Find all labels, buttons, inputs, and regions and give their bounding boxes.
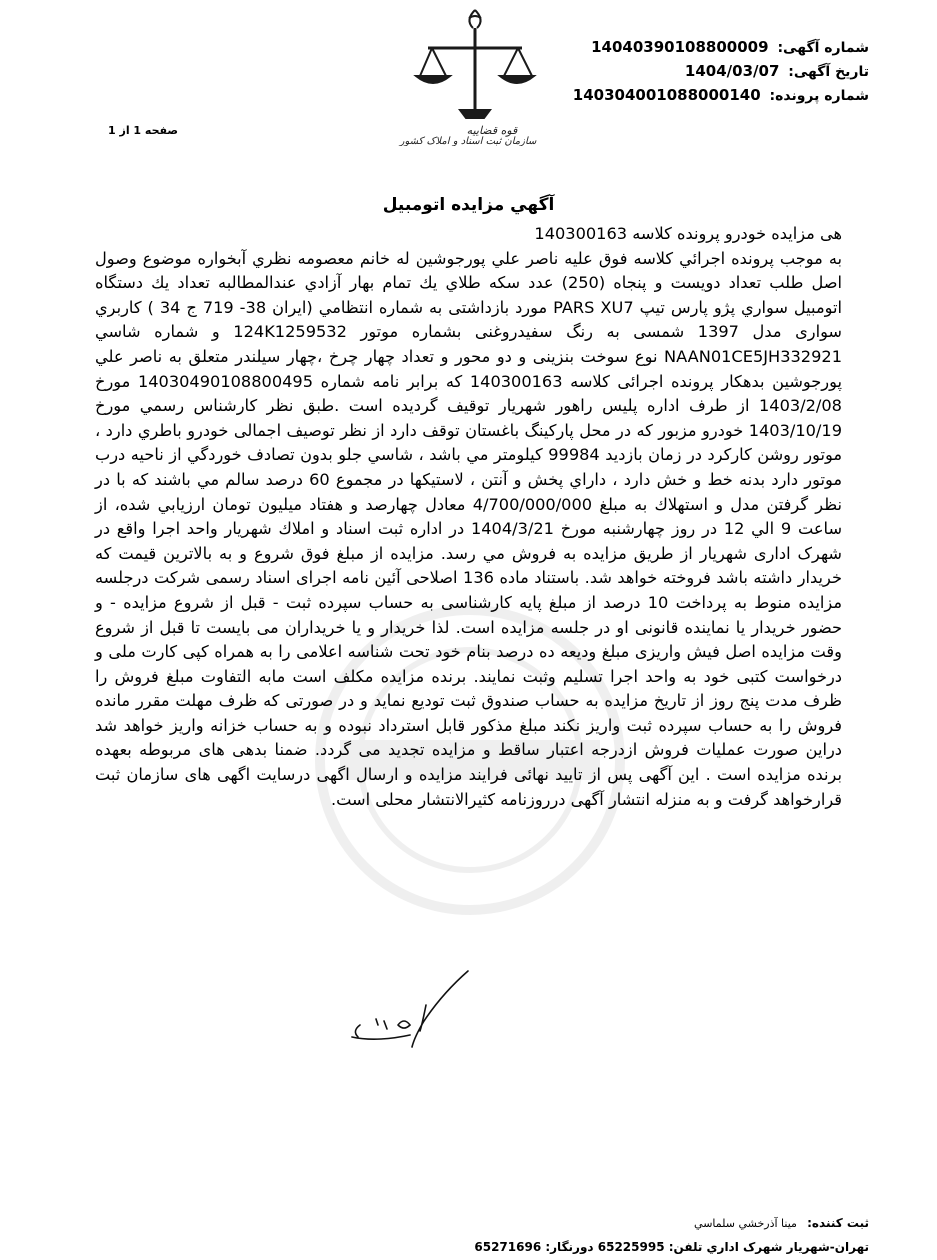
page-count: صفحه 1 از 1 (108, 124, 179, 137)
body-subject-line: هی مزایده خودرو پرونده کلاسه 140300163 (534, 224, 842, 243)
registrar-name: مینا آذرخشي سلماسي (694, 1217, 797, 1230)
announcement-body (95, 222, 842, 812)
registrar-label: ثبت کننده: (807, 1216, 869, 1230)
case-number-row (573, 86, 869, 104)
document-title: آگهي مزايده اتومبيل (382, 195, 555, 215)
ad-number-label: شماره آگهی: (777, 40, 869, 56)
footer-address: تهران-شهریار شهرک اداري تلفن: 65225995 دورنگار: 65271696 (474, 1240, 869, 1254)
registrar-row (694, 1216, 869, 1230)
ad-number: 14040390108800009 (591, 38, 769, 56)
ad-date: 1404/03/07 (684, 62, 780, 80)
judiciary-scales-emblem-icon (390, 6, 560, 146)
body-paragraph: به موجب پرونده اجرائي كلاسه فوق عليه ناصر علي پورجوشين له خانم معصومه نظري آبخواره موضوع وصول اصل طلب تعداد دويست و پنجاه (250) عدد سكه طلاي يك تمام بهار آزادي عندالمطالبه تعداد يك دستگاه اتومبيل سواري پژو پارس تيپ PARS XU7 مورد بازداشتی به شماره انتظامي (ايران 38- 719 ج 34 ) كاربري سواری مدل 1397 شمسی به رنگ سفيدروغنی بشماره موتور 124K1259532 و شماره شاسي NAAN01CE5JH332921 نوع سوخت بنزينی و دو محور و تعداد چهار چرخ ،چهار سيلندر متعلق به ناصر علي پورجوشين بدهكار پرونده اجرائی كلاسه 140300163 كه برابر نامه شماره 14030490108800495 مورخ 1403/2/08 از طرف اداره پليس راهور شهريار توقيف گرديده است .طبق نظر كارشناس رسمي مورخ 1403/10/19 خودرو مزبور كه در محل پاركينگ باغستان توقف دارد از نظر توصيف اجمالی خودرو باطري دارد ، موتور روشن كاركرد در زمان بازديد 99984 كيلومتر مي باشد ، شاسي جلو بدون تصادف خوردگي از ناحيه درب موتور دارد بدنه خط و خش دارد ، داراي پخش و آنتن ، لاستيكها در مجموع 60 درصد سالم مي باشند كه با در نظر گرفتن مدل و استهلاك به مبلغ 4/700/000/000 معادل چهارصد و هفتاد ميليون تومان ارزيابي شده، از ساعت 9 الي 12 در روز چهارشنبه مورخ 1404/3/21 در اداره ثبت اسناد و املاك شهريار واحد اجرا واقع در شهرک اداری شهريار از طريق مزايده به فروش مي رسد. مزايده از مبلغ فوق شروع و به بالاترين قيمت كه خريدار داشته باشد فروخته خواهد شد. باستناد ماده 136 اصلاحی آئين نامه اجرای اسناد رسمی شركت درجلسه مزايده منوط به پرداخت 10 درصد از مبلغ پايه كارشناسی به حساب سپرده ثبت - قبل از شروع مزايده - و حضور خريدار يا نماينده قانونی او در جلسه مزايده است. لذا خريدار و يا خريداران می بايست تا قبل از شروع وقت مزايده اصل فيش واريزی مبلغ وديعه ده درصد بنام خود تحت شناسه اعلامی را به همراه كپی كارت ملی و درخواست كتبی خود به واحد اجرا تسليم وثبت نمايند. برنده مزايده مكلف است مابه التفاوت مبلغ فروش را ظرف مدت پنج روز از تاريخ مزايده به حساب صندوق ثبت توديع نمايد و در صورتی كه ظرف مهلت مقرر مانده فروش را به حساب سپرده ثبت واريز نكند مبلغ مذكور قابل استرداد نبوده و به حساب خزانه واريز خواهد شد دراين صورت عمليات فروش ازدرجه اعتبار ساقط و مزايده تجديد می گردد. ضمنا بدهی های مربوطه بعهده برنده مزايده است . اين آگهی پس از تاييد نهائی فرايند مزايده و ارسال اگهی درسايت اگهی های سازمان ثبت قرارخواهد گرفت و به منزله انتشار آگهی درروزنامه كثيرالانتشار محلی است. (95, 248, 843, 809)
emblem-caption-2: سازمان ثبت اسناد و املاک کشور (399, 136, 537, 146)
emblem-caption-1: قوه قضاییه (466, 124, 518, 137)
ad-date-label: تاریخ آگهی: (788, 64, 869, 80)
case-number: 140304001088000140 (572, 86, 761, 104)
ad-date-row (685, 62, 869, 80)
case-number-label: شماره پرونده: (769, 88, 869, 104)
handwritten-signature-icon (340, 965, 480, 1055)
ad-number-row (591, 38, 869, 56)
